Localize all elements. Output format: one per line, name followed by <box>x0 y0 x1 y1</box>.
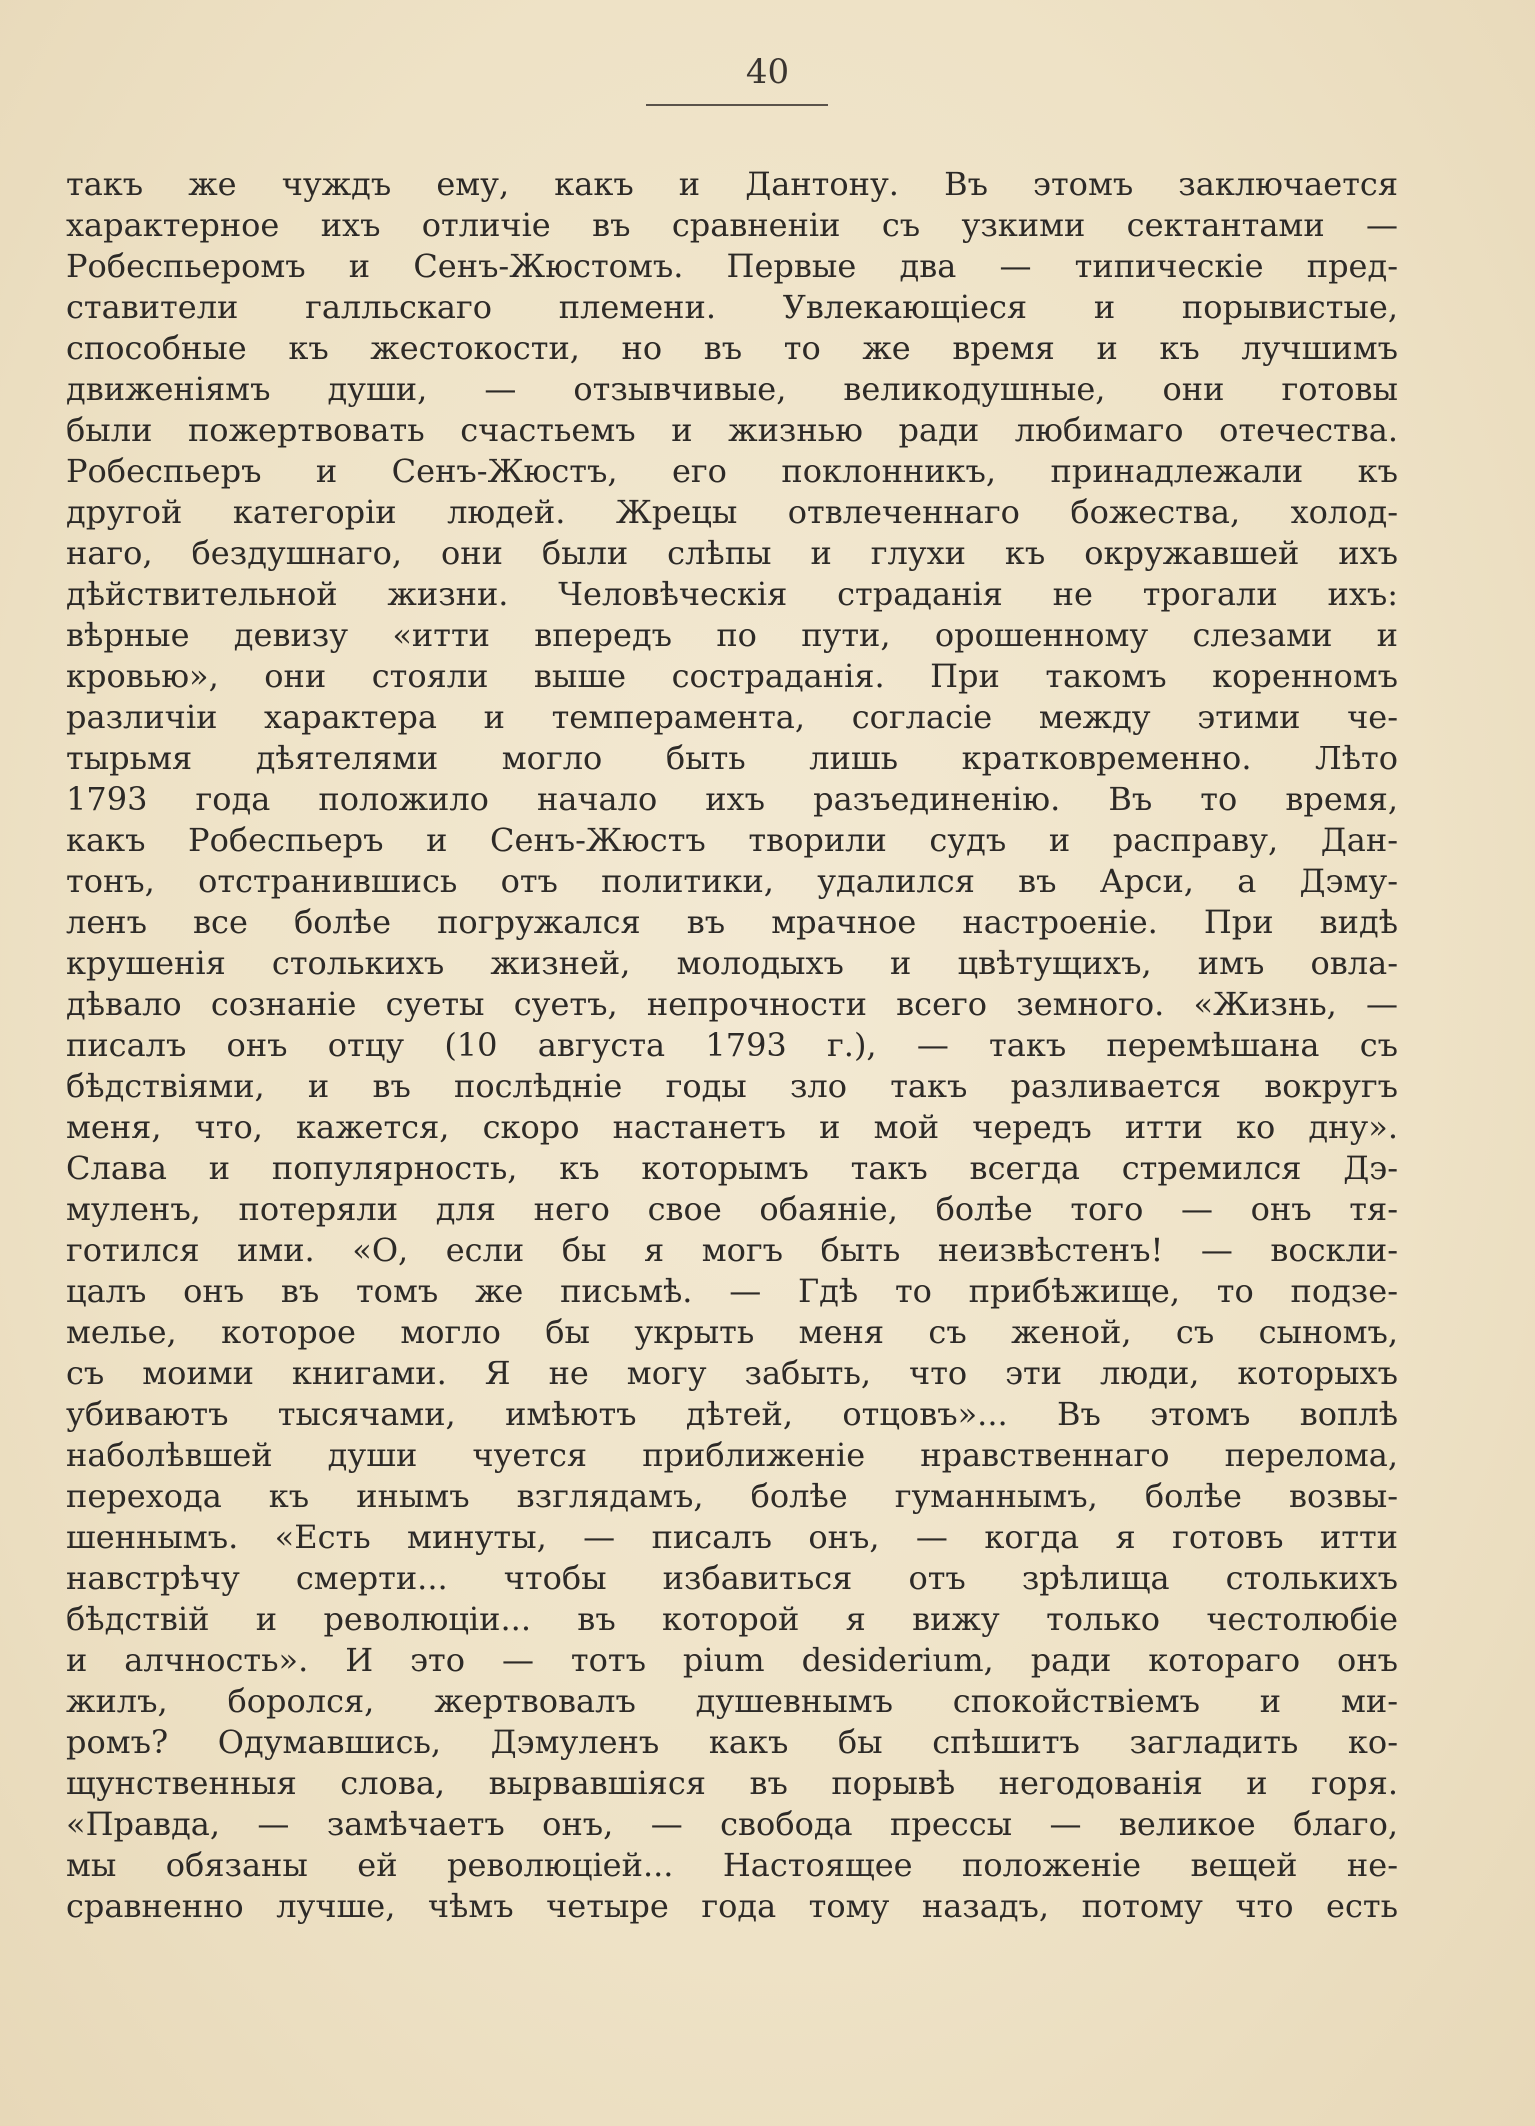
text-line: меня, что, кажется, скоро настанетъ и мой чередъ итти ко дну». <box>66 1108 1398 1146</box>
text-line: крушенія столькихъ жизней, молодыхъ и цвѣтущихъ, имъ овла- <box>66 944 1398 982</box>
text-line: ромъ? Одумавшись, Дэмуленъ какъ бы спѣшитъ загладить ко- <box>66 1723 1398 1761</box>
text-line: ставители галльскаго племени. Увлекающіеся и порывистые, <box>66 288 1398 326</box>
text-line: мелье, которое могло бы укрыть меня съ женой, съ сыномъ, <box>66 1313 1398 1351</box>
text-line: ленъ все болѣе погружался въ мрачное настроеніе. При видѣ <box>66 903 1398 941</box>
text-line: перехода къ инымъ взглядамъ, болѣе гуманнымъ, болѣе возвы- <box>66 1477 1398 1515</box>
page-number: 40 <box>745 52 790 92</box>
text-line: убиваютъ тысячами, имѣютъ дѣтей, отцовъ»... Въ этомъ воплѣ <box>66 1395 1398 1433</box>
text-line: съ моими книгами. Я не могу забыть, что эти люди, которыхъ <box>66 1354 1398 1392</box>
text-line: дѣйствительной жизни. Человѣческія страданія не трогали ихъ: <box>66 575 1398 613</box>
text-line: характерное ихъ отличіе въ сравненіи съ узкими сектантами — <box>66 206 1398 244</box>
text-line: муленъ, потеряли для него свое обаяніе, болѣе того — онъ тя- <box>66 1190 1398 1228</box>
text-line: цалъ онъ въ томъ же письмѣ. — Гдѣ то прибѣжище, то подзе- <box>66 1272 1398 1310</box>
text-line: наболѣвшей души чуется приближеніе нравственнаго перелома, <box>66 1436 1398 1474</box>
text-line: Робеспьеромъ и Сенъ-Жюстомъ. Первые два — типическіе пред- <box>66 247 1398 285</box>
text-line: тырьмя дѣятелями могло быть лишь кратковременно. Лѣто <box>66 739 1398 777</box>
text-line: навстрѣчу смерти... чтобы избавиться отъ зрѣлища столькихъ <box>66 1559 1398 1597</box>
text-line: шеннымъ. «Есть минуты, — писалъ онъ, — когда я готовъ итти <box>66 1518 1398 1556</box>
text-line: сравненно лучше, чѣмъ четыре года тому назадъ, потому что есть <box>66 1887 1398 1925</box>
text-line: такъ же чуждъ ему, какъ и Дантону. Въ этомъ заключается <box>66 165 1398 203</box>
text-line: мы обязаны ей революціей... Настоящее положеніе вещей не- <box>66 1846 1398 1884</box>
text-line: щунственныя слова, вырвавшіяся въ порывѣ негодованія и горя. <box>66 1764 1398 1802</box>
text-line: Робеспьеръ и Сенъ-Жюстъ, его поклонникъ, принадлежали къ <box>66 452 1398 490</box>
text-line: движеніямъ души, — отзывчивые, великодушные, они готовы <box>66 370 1398 408</box>
text-line: «Правда, — замѣчаетъ онъ, — свобода прессы — великое благо, <box>66 1805 1398 1843</box>
text-line: способные къ жестокости, но въ то же время и къ лучшимъ <box>66 329 1398 367</box>
text-line: бѣдствій и революціи... въ которой я вижу только честолюбіе <box>66 1600 1398 1638</box>
text-line: тонъ, отстранившись отъ политики, удалился въ Арси, а Дэму- <box>66 862 1398 900</box>
text-line: различіи характера и темперамента, согласіе между этими че- <box>66 698 1398 736</box>
text-line: бѣдствіями, и въ послѣдніе годы зло такъ разливается вокругъ <box>66 1067 1398 1105</box>
text-line: жилъ, боролся, жертвовалъ душевнымъ спокойствіемъ и ми- <box>66 1682 1398 1720</box>
text-line: писалъ онъ отцу (10 августа 1793 г.), — такъ перемѣшана съ <box>66 1026 1398 1064</box>
text-line: 1793 года положило начало ихъ разъединенію. Въ то время, <box>66 780 1398 818</box>
text-line: дѣвало сознаніе суеты суетъ, непрочности всего земного. «Жизнь, — <box>66 985 1398 1023</box>
text-line: готился ими. «О, если бы я могъ быть неизвѣстенъ! — воскли- <box>66 1231 1398 1269</box>
text-line: вѣрные девизу «итти впередъ по пути, орошенному слезами и <box>66 616 1398 654</box>
body-text <box>66 164 1398 1927</box>
text-line: какъ Робеспьеръ и Сенъ-Жюстъ творили судъ и расправу, Дан- <box>66 821 1398 859</box>
text-line: кровью», они стояли выше состраданія. При такомъ коренномъ <box>66 657 1398 695</box>
text-line: и алчность». И это — тотъ pium desiderium, ради котораго онъ <box>66 1641 1398 1679</box>
header-rule <box>646 104 828 106</box>
text-line: другой категоріи людей. Жрецы отвлеченнаго божества, холод- <box>66 493 1398 531</box>
text-line: Слава и популярность, къ которымъ такъ всегда стремился Дэ- <box>66 1149 1398 1187</box>
text-line: наго, бездушнаго, они были слѣпы и глухи къ окружавшей ихъ <box>66 534 1398 572</box>
text-line: были пожертвовать счастьемъ и жизнью ради любимаго отечества. <box>66 411 1398 449</box>
